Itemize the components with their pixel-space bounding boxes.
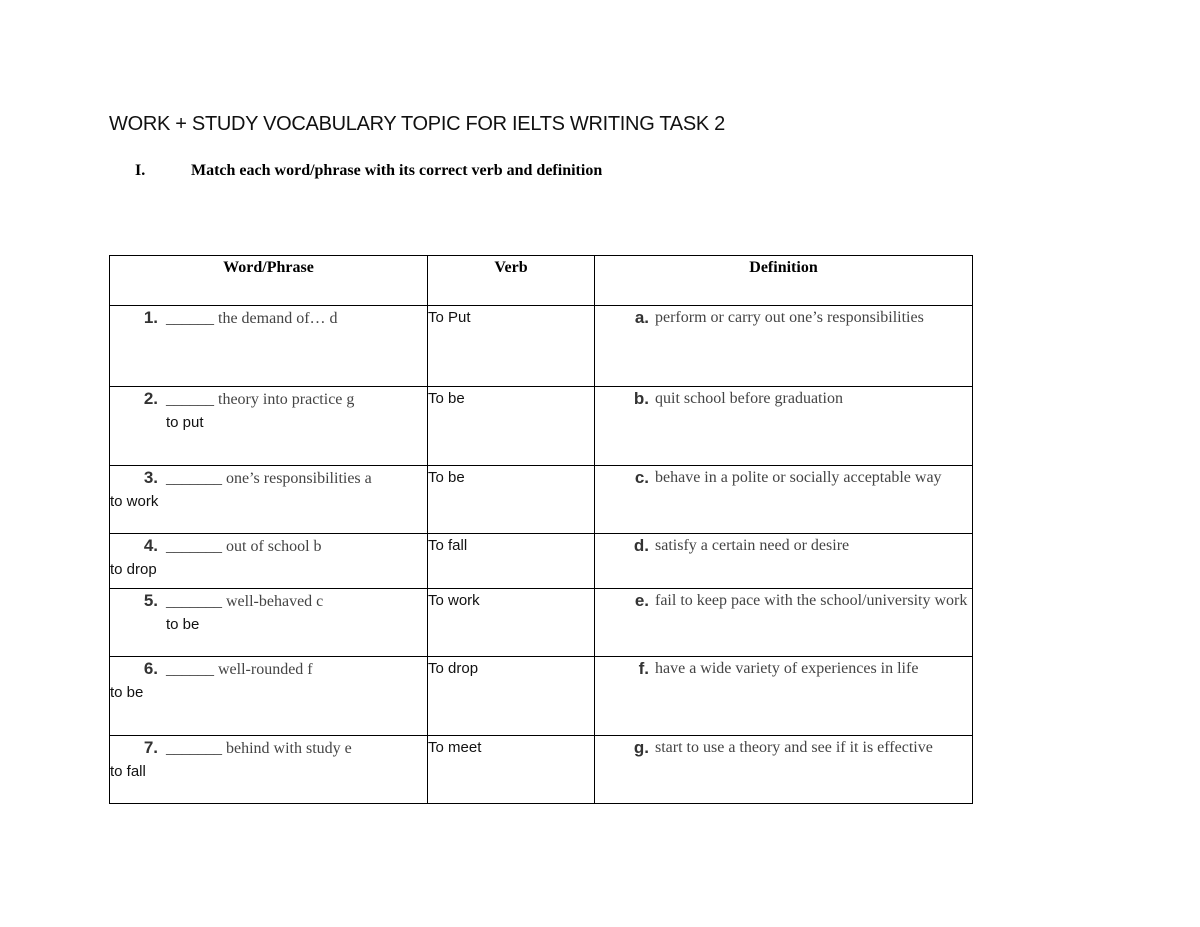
item-number: 7. (143, 738, 158, 757)
header-definition: Definition (595, 256, 973, 306)
handwritten-answer: to work (110, 493, 159, 510)
definition-cell (595, 466, 973, 534)
definition-text: satisfy a certain need or desire (655, 537, 850, 554)
item-number: 1. (143, 308, 158, 327)
definition-letter: e. (634, 591, 649, 610)
table-row (110, 387, 973, 466)
phrase-text: behind with study e (226, 740, 352, 757)
verb-cell: To drop (428, 657, 595, 736)
verb-cell: To be (428, 466, 595, 534)
word-cell (110, 466, 428, 534)
word-cell (110, 534, 428, 589)
definition-text: have a wide variety of experiences in life (655, 660, 919, 677)
word-cell (110, 589, 428, 657)
definition-text: start to use a theory and see if it is effective (655, 739, 933, 756)
phrase-text: the demand of… d (218, 310, 338, 327)
definition-text: quit school before graduation (655, 390, 843, 407)
table-row (110, 736, 973, 804)
blank-line: _______ (166, 593, 222, 610)
handwritten-answer: to be (166, 616, 200, 633)
phrase-text: well-behaved c (226, 593, 324, 610)
blank-line: _______ (166, 470, 222, 487)
word-cell (110, 387, 428, 466)
verb-cell: To meet (428, 736, 595, 804)
definition-cell (595, 534, 973, 589)
definition-cell (595, 589, 973, 657)
table-header-row (110, 256, 973, 306)
definition-letter: c. (634, 468, 649, 487)
word-cell (110, 736, 428, 804)
section-heading (135, 162, 602, 180)
verb-cell: To work (428, 589, 595, 657)
word-cell (110, 657, 428, 736)
section-number: I. (135, 162, 146, 179)
table-row (110, 534, 973, 589)
definition-cell (595, 387, 973, 466)
handwritten-answer: to drop (110, 561, 157, 578)
definition-letter: d. (633, 536, 649, 555)
header-verb: Verb (428, 256, 595, 306)
blank-line: _______ (166, 538, 222, 555)
item-number: 6. (143, 659, 158, 678)
phrase-text: well-rounded f (218, 661, 313, 678)
item-number: 3. (143, 468, 158, 487)
definition-letter: b. (633, 389, 649, 408)
handwritten-answer: to fall (110, 763, 146, 780)
verb-cell: To Put (428, 306, 595, 387)
phrase-text: one’s responsibilities a (226, 470, 372, 487)
definition-letter: g. (633, 738, 649, 757)
phrase-text: out of school b (226, 538, 322, 555)
word-cell (110, 306, 428, 387)
verb-cell: To be (428, 387, 595, 466)
blank-line: _______ (166, 740, 222, 757)
vocabulary-table (109, 255, 973, 804)
blank-line: ______ (166, 391, 214, 408)
blank-line: ______ (166, 310, 214, 327)
verb-cell: To fall (428, 534, 595, 589)
item-number: 5. (143, 591, 158, 610)
definition-cell (595, 306, 973, 387)
definition-cell (595, 657, 973, 736)
definition-text: fail to keep pace with the school/university work (655, 592, 968, 609)
handwritten-answer: to put (166, 414, 204, 431)
table-row (110, 306, 973, 387)
header-word-phrase: Word/Phrase (110, 256, 428, 306)
table-row (110, 466, 973, 534)
table-row (110, 589, 973, 657)
section-instruction: Match each word/phrase with its correct verb and definition (191, 162, 603, 179)
definition-letter: a. (634, 308, 649, 327)
definition-cell (595, 736, 973, 804)
definition-text: behave in a polite or socially acceptable way (655, 469, 942, 486)
blank-line: ______ (166, 661, 214, 678)
handwritten-answer: to be (110, 684, 144, 701)
item-number: 2. (143, 389, 158, 408)
document-title: WORK + STUDY VOCABULARY TOPIC FOR IELTS WRITING TASK 2 (109, 113, 725, 135)
item-number: 4. (143, 536, 158, 555)
phrase-text: theory into practice g (218, 391, 355, 408)
table-row (110, 657, 973, 736)
definition-text: perform or carry out one’s responsibilities (655, 309, 924, 326)
definition-letter: f. (638, 659, 649, 678)
